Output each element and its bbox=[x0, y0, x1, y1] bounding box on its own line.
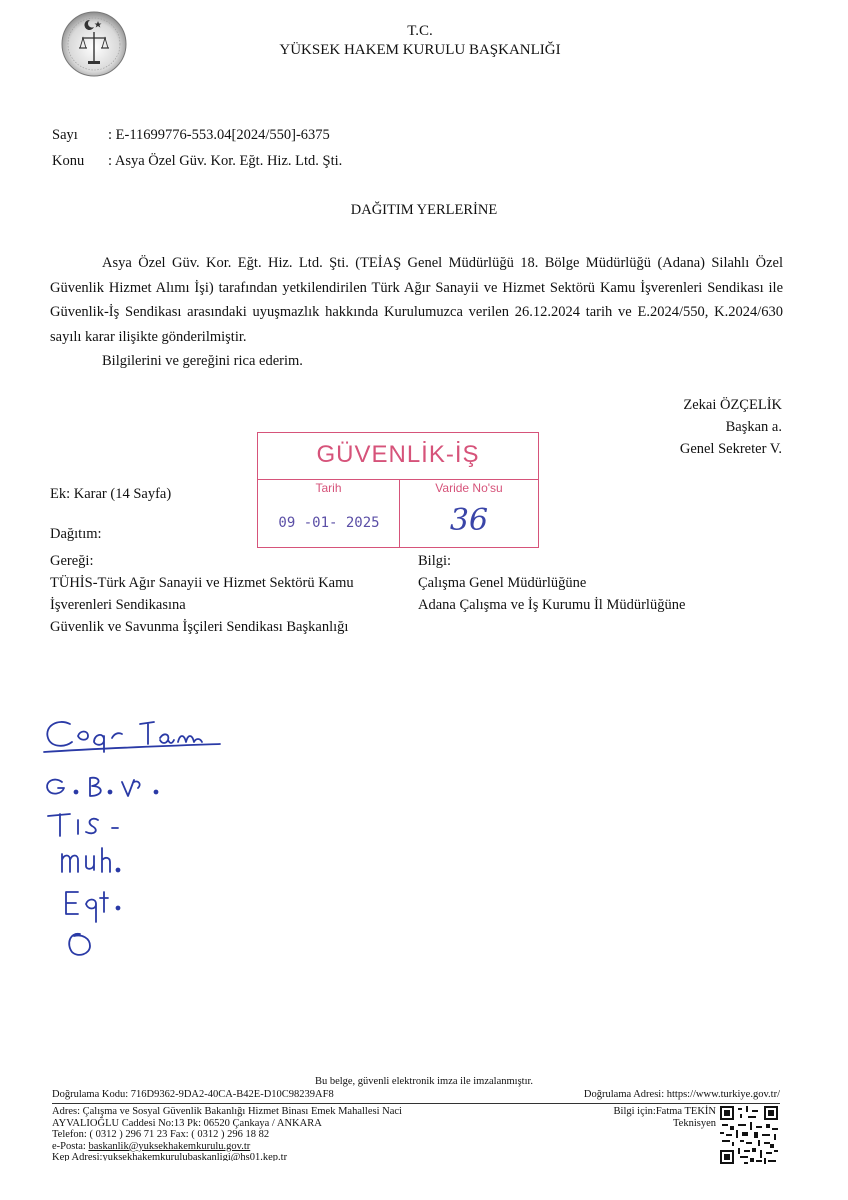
address-line-1: Adres: Çalışma ve Sosyal Güvenlik Bakanlığı Hizmet Binası Emek Mahallesi Naci bbox=[52, 1106, 402, 1117]
bilgi-recipient: Çalışma Genel Müdürlüğüne bbox=[418, 575, 587, 591]
signatory-title-2: Genel Sekreter V. bbox=[679, 441, 782, 457]
signature-block bbox=[680, 394, 782, 460]
distribution-action-column bbox=[50, 550, 354, 638]
email-label: e-Posta: bbox=[52, 1140, 89, 1152]
info-contact-block bbox=[614, 1106, 716, 1129]
bilgi-recipient: Adana Çalışma ve İş Kurumu İl Müdürlüğüne bbox=[418, 597, 686, 613]
contact-address-block bbox=[52, 1106, 402, 1161]
info-contact-name: Bilgi için:Fatma TEKİN bbox=[613, 1106, 716, 1117]
verification-address[interactable]: Doğrulama Adresi: https://www.turkiye.gov.tr/ bbox=[583, 1089, 780, 1100]
handwritten-routing-notes bbox=[40, 712, 240, 962]
signatory-title-1: Başkan a. bbox=[725, 419, 782, 435]
sayi-label: Sayı bbox=[52, 127, 78, 143]
gereği-recipient: Güvenlik ve Savunma İşçileri Sendikası Başkanlığı bbox=[50, 619, 349, 635]
document-title: DAĞITIM YERLERİNE bbox=[350, 202, 498, 218]
email-link[interactable]: baskanlik@yuksekhakemkurulu.gov.tr bbox=[88, 1140, 251, 1152]
header-line-tc: T.C. bbox=[407, 23, 433, 39]
document-body bbox=[50, 251, 783, 374]
distribution-label: Dağıtım: bbox=[50, 526, 102, 542]
ministry-emblem-logo bbox=[60, 10, 128, 78]
address-line-2: AYVALIOĞLU Caddesi No:13 Pk: 06520 Çankaya / ANKARA bbox=[52, 1117, 322, 1129]
kep-address-line: Kep Adresi:yuksekhakemkurulubaskanligi@hs01.kep.tr bbox=[52, 1152, 288, 1162]
header-line-institution: YÜKSEK HAKEM KURULU BAŞKANLIĞI bbox=[279, 42, 561, 58]
bilgi-label: Bilgi: bbox=[418, 553, 452, 569]
verification-code: Doğrulama Kodu: 716D9362-9DA2-40CA-B42E-D10C98239AF8 bbox=[52, 1089, 334, 1100]
phone-fax-line: Telefon: ( 0312 ) 296 71 23 Fax: ( 0312 ) 296 18 82 bbox=[52, 1129, 270, 1141]
konu-label: Konu bbox=[52, 153, 85, 169]
incoming-stamp bbox=[257, 432, 539, 548]
stamp-date-value: 09 -01- 2025 bbox=[278, 515, 380, 531]
stamp-divider bbox=[258, 479, 538, 480]
email-line bbox=[52, 1141, 402, 1153]
distribution-info-column bbox=[418, 550, 685, 616]
gereği-recipient: İşverenleri Sendikasına bbox=[50, 597, 186, 613]
gereği-recipient: TÜHİS-Türk Ağır Sanayii ve Hizmet Sektörü Kamu bbox=[50, 575, 354, 591]
verification-row bbox=[52, 1089, 780, 1104]
verification-qr-code-icon[interactable] bbox=[720, 1106, 778, 1164]
e-signature-note: Bu belge, güvenli elektronik imza ile imzalanmıştır. bbox=[314, 1076, 534, 1087]
sayi-value: : E-11699776-553.04[2024/550]-6375 bbox=[108, 127, 330, 143]
sayi-row bbox=[52, 122, 342, 148]
document-header bbox=[200, 22, 640, 60]
body-closing: Bilgilerini ve gereğini rica ederim. bbox=[102, 353, 303, 369]
stamp-number-header: Varide No'su bbox=[435, 481, 503, 495]
gereği-label: Gereği: bbox=[50, 553, 94, 569]
konu-value: : Asya Özel Güv. Kor. Eğt. Hiz. Ltd. Şti. bbox=[108, 153, 343, 169]
stamp-date-header: Tarih bbox=[315, 481, 342, 495]
stamp-org-name: GÜVENLİK-İŞ bbox=[316, 441, 480, 468]
info-contact-title: Teknisyen bbox=[672, 1117, 716, 1129]
attachment-line: Ek: Karar (14 Sayfa) bbox=[50, 486, 172, 502]
konu-row bbox=[52, 148, 342, 174]
signatory-name: Zekai ÖZÇELİK bbox=[683, 397, 782, 413]
body-paragraph: Asya Özel Güv. Kor. Eğt. Hiz. Ltd. Şti. (TEİAŞ Genel Müdürlüğü 18. Bölge Müdürlüğü (Adana) Silahlı Özel Güvenlik Hizmet Alımı İşi) tarafından yetkilendirilen Türk Ağır Sanayii ve Hizmet Sektörü Kamu İşverenleri Sendikası ile Güvenlik-İş Sendikası arasındaki uyuşmazlık hakkında Kurulumuzca verilen 26.12.2024 tarih ve E.2024/550, K.2024/630 sayılı karar ilişikte gönderilmiştir. bbox=[50, 255, 783, 345]
document-meta bbox=[52, 122, 342, 174]
stamp-number-value: 36 bbox=[449, 503, 489, 538]
